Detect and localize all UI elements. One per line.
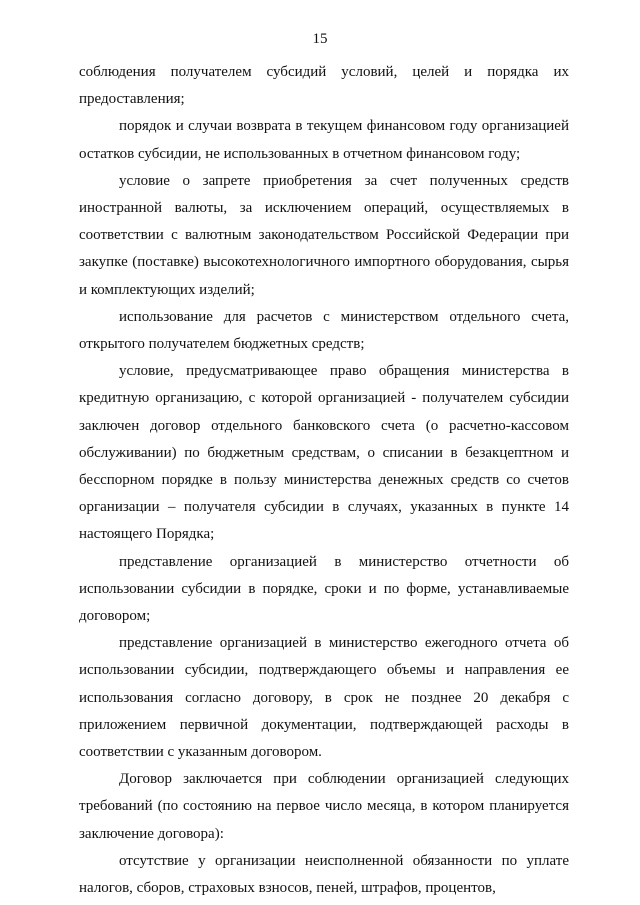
paragraph-conditions-compliance: соблюдения получателем субсидий условий, целей и порядка их предоставления; xyxy=(79,64,569,108)
paragraph-reporting: представление организацией в министерство отчетности об использовании субсидии в порядке, сроки и по форме, устанавливаемые договором; xyxy=(79,553,569,625)
paragraph-refund-procedure: порядок и случаи возврата в текущем финансовом году организацией остатков субсидии, не использованных в отчетном финансовом году; xyxy=(79,118,569,162)
paragraph-bank-debit-right: условие, предусматривающее право обращения министерства в кредитную организацию, с которой организацией - получателем субсидии заключен договор отдельного банковского счета (о расчетно-кассовом обслуживании) по бюджетным средствам, о списании в безакцептном и бесспорном порядке в пользу министерства денежных средств со счетов организации – получателя субсидии в случаях, указанных в пункте 14 настоящего Порядка; xyxy=(79,363,569,543)
paragraph-contract-requirements: Договор заключается при соблюдении организацией следующих требований (по состоянию на первое число месяца, в котором планируется заключение договора): xyxy=(79,771,569,842)
paragraph-tax-obligations: отсутствие у организации неисполненной обязанности по уплате налогов, сборов, страховых взносов, пеней, штрафов, процентов, xyxy=(79,852,569,897)
document-body xyxy=(79,59,569,902)
page-number: 15 xyxy=(312,31,328,47)
paragraph-separate-account: использование для расчетов с министерством отдельного счета, открытого получателем бюджетных средств; xyxy=(79,308,569,353)
paragraph-annual-report: представление организацией в министерство ежегодного отчета об использовании субсидии, подтверждающего объемы и направления ее использования согласно договору, в срок не позднее 20 декабря с приложением первичной документации, подтверждающей расходы в соответствии с указанным договором. xyxy=(79,635,569,761)
paragraph-currency-prohibition: условие о запрете приобретения за счет полученных средств иностранной валюты, за исключением операций, осуществляемых в соответствии с валютным законодательством Российской Федерации при закупке (поставке) высокотехнологичного импортного оборудования, сырья и комплектующих изделий; xyxy=(79,172,569,298)
